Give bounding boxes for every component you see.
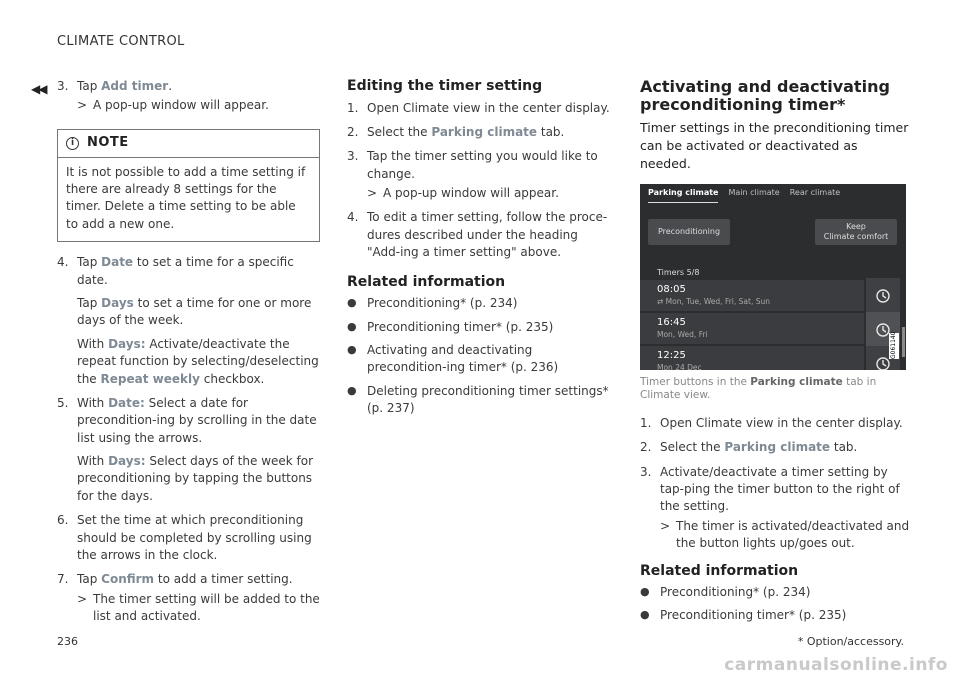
section-heading-editing: Editing the timer setting — [347, 78, 543, 94]
timers-count-label: Timers 5/8 — [657, 267, 700, 277]
tab-parking-climate[interactable]: Parking climate — [648, 187, 718, 204]
related-heading: Related information — [347, 273, 506, 290]
tab-main-climate[interactable]: Main climate — [728, 187, 780, 197]
footnote: * Option/accessory. — [797, 635, 904, 648]
timer-row[interactable]: 16:45 Mon, Wed, Fri — [640, 313, 864, 344]
back-chevron-icon[interactable]: ◀◀ — [31, 82, 46, 96]
edit-step-1: 1. Open Climate view in the center display. — [347, 100, 610, 115]
result-arrow-icon: > — [367, 186, 378, 201]
related-link[interactable]: ● Preconditioning timer* (p. 235) — [640, 607, 910, 624]
note-box — [57, 129, 320, 242]
edit-step-3: 3. Tap the timer setting you would like to change. > A pop-up window will appear. — [347, 148, 610, 202]
image-code: G061140 — [890, 331, 897, 359]
timer-row[interactable]: 12:25 Mon 24 Dec — [640, 346, 864, 370]
related-link[interactable]: ● Deleting preconditioning timer settings* (p. 237) — [347, 383, 610, 418]
step-7: 7. Tap Confirm to add a timer setting. > The timer setting will be added to the list and activated. — [57, 571, 323, 625]
tab-rear-climate[interactable]: Rear climate — [789, 187, 841, 197]
bullet-icon: ● — [347, 383, 357, 397]
result-arrow-icon: > — [77, 591, 88, 606]
section-heading-activating: Activating and deactivating preconditioning timer* — [640, 77, 890, 114]
figure-caption: Timer buttons in the Parking climate tab in Climate view. — [640, 375, 877, 402]
section-title: CLIMATE CONTROL — [57, 34, 185, 49]
related-link[interactable]: ● Preconditioning timer* (p. 235) — [347, 319, 610, 336]
column-3 — [640, 78, 910, 631]
page-number: 236 — [57, 635, 78, 648]
result-arrow-icon: > — [660, 518, 671, 533]
lead-text: Timer settings in the preconditioning timer can be activated or deactivated as needed. — [640, 120, 909, 172]
step-3: 3. Tap Add timer. > A pop-up window will appear. — [57, 78, 323, 115]
note-title: NOTE — [87, 134, 129, 150]
watermark: carmanualsonline.info — [724, 655, 948, 675]
keyword-add-timer: Add timer — [101, 79, 169, 93]
timer-row[interactable]: 08:05 ⇄ Mon, Tue, Wed, Fri, Sat, Sun — [640, 280, 864, 311]
timer-icon — [875, 288, 891, 304]
column-2 — [347, 78, 610, 423]
column-1 — [57, 78, 323, 633]
step-4: 4. Tap Date to set a time for a specific date. Tap Days to set a time for one or more days of the week. With Days: Activate/deactivate the repeat function by selecting/deselecting the Repeat weekly checkbox. — [57, 255, 319, 386]
note-text: It is not possible to add a time setting if there are already 8 settings for the timer. Delete a time setting to be able to add a new one. — [66, 164, 306, 231]
activate-step-3: 3. Activate/deactivate a timer setting by tap-ping the timer button to the right of the setting. > The timer is activated/deactivated and the button lights up/goes out. — [640, 464, 910, 553]
step-5: 5. With Date: Select a date for precondition-ing by scrolling in the date list using the arrows. With Days: Select days of the week for preconditioning by tapping the buttons for the days. — [57, 395, 317, 503]
activate-step-1: 1. Open Climate view in the center display. — [640, 415, 903, 430]
keep-climate-comfort-button[interactable]: Keep Climate comfort — [815, 219, 897, 245]
timer-toggle-button[interactable] — [866, 278, 900, 314]
bullet-icon: ● — [347, 296, 357, 310]
bullet-icon: ● — [347, 342, 357, 356]
step-6: 6. Set the time at which preconditioning should be completed by scrolling using the arrows in the clock. — [57, 513, 312, 563]
bullet-icon: ● — [347, 319, 357, 333]
related-link[interactable]: ● Preconditioning* (p. 234) — [347, 295, 610, 312]
related-link[interactable]: ● Activating and deactivating precondition-ing timer* (p. 236) — [347, 342, 610, 377]
activate-step-2: 2. Select the Parking climate tab. — [640, 440, 858, 455]
result-arrow-icon: > — [77, 98, 88, 113]
center-display-screenshot — [640, 184, 906, 370]
scrollbar[interactable] — [902, 327, 905, 357]
preconditioning-button[interactable]: Preconditioning — [648, 219, 730, 245]
edit-step-2: 2. Select the Parking climate tab. — [347, 124, 565, 139]
related-link[interactable]: ● Preconditioning* (p. 234) — [640, 584, 910, 601]
edit-step-4: 4. To edit a timer setting, follow the proce-dures described under the heading "Add-ing a timer setting" above. — [347, 210, 608, 260]
info-icon: i — [66, 137, 79, 150]
bullet-icon: ● — [640, 608, 650, 622]
related-heading: Related information — [640, 562, 799, 579]
bullet-icon: ● — [640, 585, 650, 599]
